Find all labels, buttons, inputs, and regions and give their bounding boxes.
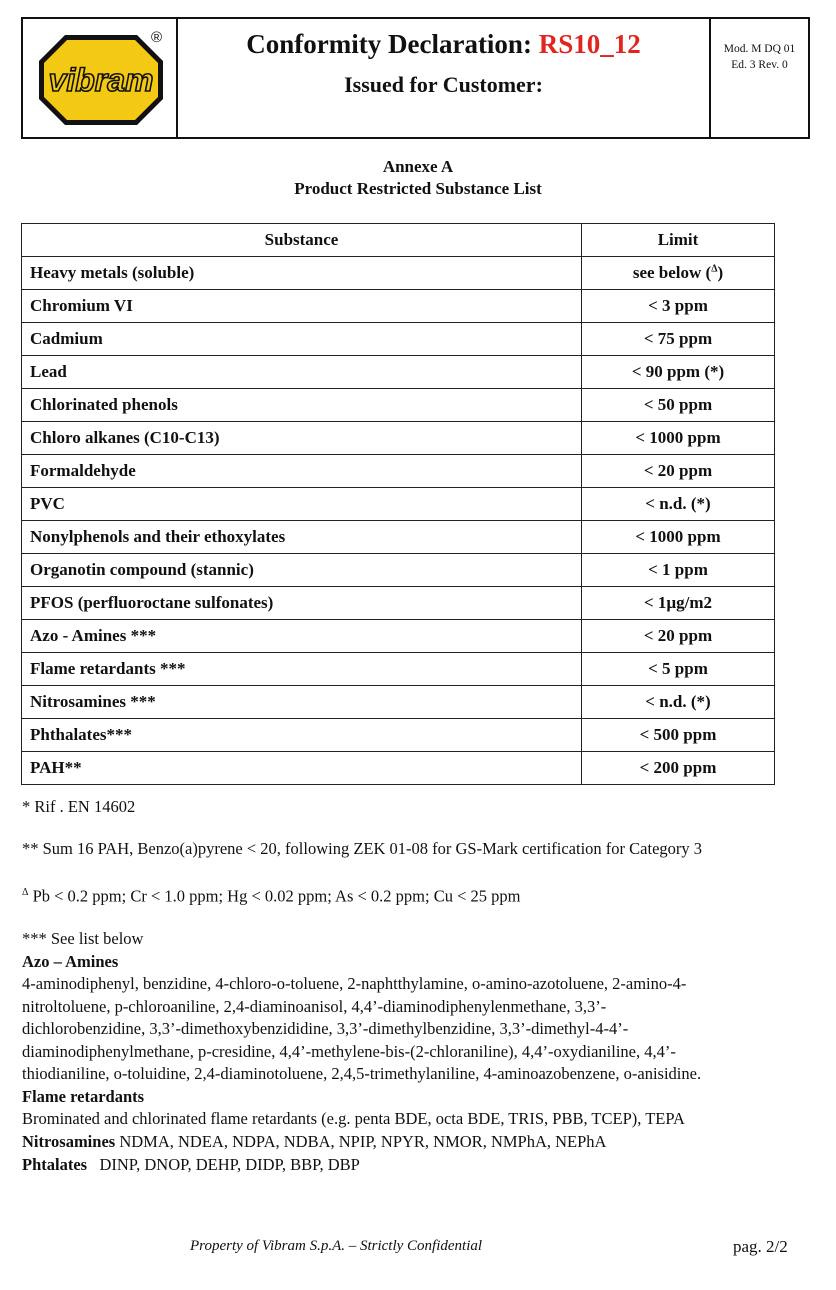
azo-list-line: diaminodiphenylmethane, p-cresidine, 4,4’-methylene-bis-(2-chloraniline), 4,4’-oxydianiline, 4,4’- bbox=[22, 1041, 676, 1061]
substance-cell: PFOS (perfluoroctane sulfonates) bbox=[22, 587, 582, 620]
footer-property: Property of Vibram S.p.A. – Strictly Confidential bbox=[190, 1238, 483, 1254]
limit-superscript: Δ bbox=[711, 263, 718, 275]
substance-cell: Heavy metals (soluble) bbox=[22, 257, 582, 290]
nitrosamines-heading: Nitrosamines bbox=[22, 1132, 116, 1151]
nitrosamines-line bbox=[22, 1131, 812, 1154]
limit-text: see below ( bbox=[632, 263, 712, 282]
limit-cell: < 1µg/m2 bbox=[582, 587, 775, 620]
substance-cell: PVC bbox=[22, 488, 582, 521]
annex-title: Annexe A bbox=[382, 157, 454, 176]
limit-header: Limit bbox=[582, 224, 775, 257]
substance-cell: Chloro alkanes (C10-C13) bbox=[22, 422, 582, 455]
azo-list-line: nitroltoluene, p-chloroaniline, 2,4-diaminoanisol, 4,4’-diaminodiphenylenmethane, 3,3’- bbox=[22, 996, 607, 1016]
nitrosamines-text: NDMA, NDEA, NDPA, NDBA, NPIP, NPYR, NMOR, NMPhA, NEPhA bbox=[115, 1132, 607, 1151]
azo-list-line: 4-aminodiphenyl, benzidine, 4-chloro-o-toluene, 2-naphtthylamine, o-amino-azotoluene, 2-amino-4- bbox=[22, 974, 687, 993]
phthalates-heading: Phtalates bbox=[22, 1155, 88, 1174]
limit-cell bbox=[582, 257, 775, 290]
table-row bbox=[22, 455, 775, 488]
flame-text: Brominated and chlorinated flame retardants (e.g. penta BDE, octa BDE, TRIS, PBB, TCEP), TEPA bbox=[22, 1109, 685, 1128]
logo-wordmark: vibram bbox=[48, 62, 154, 98]
annex-subtitle: Product Restricted Substance List bbox=[294, 179, 542, 198]
table-row bbox=[22, 488, 775, 521]
table-row bbox=[22, 422, 775, 455]
substance-cell: Nitrosamines *** bbox=[22, 686, 582, 719]
substance-cell: Lead bbox=[22, 356, 582, 389]
limit-cell: < 50 ppm bbox=[582, 389, 775, 422]
limit-cell: < n.d. (*) bbox=[582, 686, 775, 719]
limit-cell: < 75 ppm bbox=[582, 323, 775, 356]
substance-cell: Nonylphenols and their ethoxylates bbox=[22, 521, 582, 554]
table-row bbox=[22, 719, 775, 752]
substance-header: Substance bbox=[22, 224, 582, 257]
table-row bbox=[22, 389, 775, 422]
azo-list-line: thiodianiline, o-toluidine, 2,4-diaminotoluene, 2,4,5-trimethylaniline, 4-aminoazobenzene, o-anisidine. bbox=[22, 1064, 702, 1083]
table-row bbox=[22, 752, 775, 785]
substance-cell: Organotin compound (stannic) bbox=[22, 554, 582, 587]
document-header bbox=[21, 17, 810, 139]
note-pah: ** Sum 16 PAH, Benzo(a)pyrene < 20, following ZEK 01-08 for GS-Mark certification for Category 3 bbox=[22, 839, 703, 858]
limit-cell: < 90 ppm (*) bbox=[582, 356, 775, 389]
substance-table bbox=[21, 223, 775, 785]
table-row bbox=[22, 587, 775, 620]
module-edition: Ed. 3 Rev. 0 bbox=[731, 59, 788, 71]
substance-cell: Chromium VI bbox=[22, 290, 582, 323]
azo-amines-list bbox=[22, 973, 812, 1086]
note-heavy-metals bbox=[22, 882, 812, 908]
table-row bbox=[22, 323, 775, 356]
flame-heading: Flame retardants bbox=[22, 1087, 145, 1106]
substance-cell: PAH** bbox=[22, 752, 582, 785]
table-row bbox=[22, 686, 775, 719]
page-number: pag. 2/2 bbox=[733, 1237, 788, 1256]
limit-cell: < 1000 ppm bbox=[582, 422, 775, 455]
limit-cell: < 20 ppm bbox=[582, 455, 775, 488]
registered-mark-outside: ® bbox=[151, 29, 163, 46]
document-subtitle: Issued for Customer: bbox=[344, 72, 543, 97]
limit-cell: < n.d. (*) bbox=[582, 488, 775, 521]
phthalates-line bbox=[22, 1154, 812, 1177]
note-see-list: *** See list below bbox=[22, 929, 144, 948]
azo-list-line: dichlorobenzidine, 3,3’-dimethoxybenzididine, 3,3’-dimethylbenzidine, 3,3’-dimethyl-4-4’- bbox=[22, 1019, 629, 1038]
table-row bbox=[22, 554, 775, 587]
substance-cell: Chlorinated phenols bbox=[22, 389, 582, 422]
note-heavy-metals-text: Pb < 0.2 ppm; Cr < 1.0 ppm; Hg < 0.02 ppm; As < 0.2 ppm; Cu < 25 ppm bbox=[28, 886, 521, 906]
limit-cell: < 3 ppm bbox=[582, 290, 775, 323]
table-row bbox=[22, 290, 775, 323]
module-code: Mod. M DQ 01 bbox=[723, 43, 796, 55]
substance-cell: Formaldehyde bbox=[22, 455, 582, 488]
limit-cell: < 200 ppm bbox=[582, 752, 775, 785]
vibram-logo bbox=[37, 33, 165, 127]
limit-cell: < 1 ppm bbox=[582, 554, 775, 587]
table-header-row bbox=[22, 224, 775, 257]
note-rif: * Rif . EN 14602 bbox=[22, 797, 136, 816]
table-row bbox=[22, 356, 775, 389]
table-row bbox=[22, 653, 775, 686]
title-prefix: Conformity Declaration: bbox=[246, 29, 532, 59]
title-cell bbox=[178, 19, 711, 137]
substance-cell: Phthalates*** bbox=[22, 719, 582, 752]
title-code: RS10_12 bbox=[538, 29, 641, 59]
phthalates-text: DINP, DNOP, DEHP, DIDP, BBP, DBP bbox=[87, 1155, 360, 1174]
limit-cell: < 1000 ppm bbox=[582, 521, 775, 554]
table-body bbox=[22, 257, 775, 785]
limit-suffix: ) bbox=[717, 263, 724, 282]
limit-cell: < 500 ppm bbox=[582, 719, 775, 752]
azo-heading: Azo – Amines bbox=[22, 952, 119, 971]
table-row bbox=[22, 620, 775, 653]
module-info bbox=[711, 19, 808, 137]
table-row bbox=[22, 521, 775, 554]
logo-cell bbox=[23, 19, 178, 137]
table-row bbox=[22, 257, 775, 290]
substance-cell: Cadmium bbox=[22, 323, 582, 356]
limit-cell: < 5 ppm bbox=[582, 653, 775, 686]
substance-cell: Azo - Amines *** bbox=[22, 620, 582, 653]
delta-symbol: Δ bbox=[22, 887, 29, 898]
document-title bbox=[178, 29, 709, 60]
substance-cell: Flame retardants *** bbox=[22, 653, 582, 686]
limit-cell: < 20 ppm bbox=[582, 620, 775, 653]
